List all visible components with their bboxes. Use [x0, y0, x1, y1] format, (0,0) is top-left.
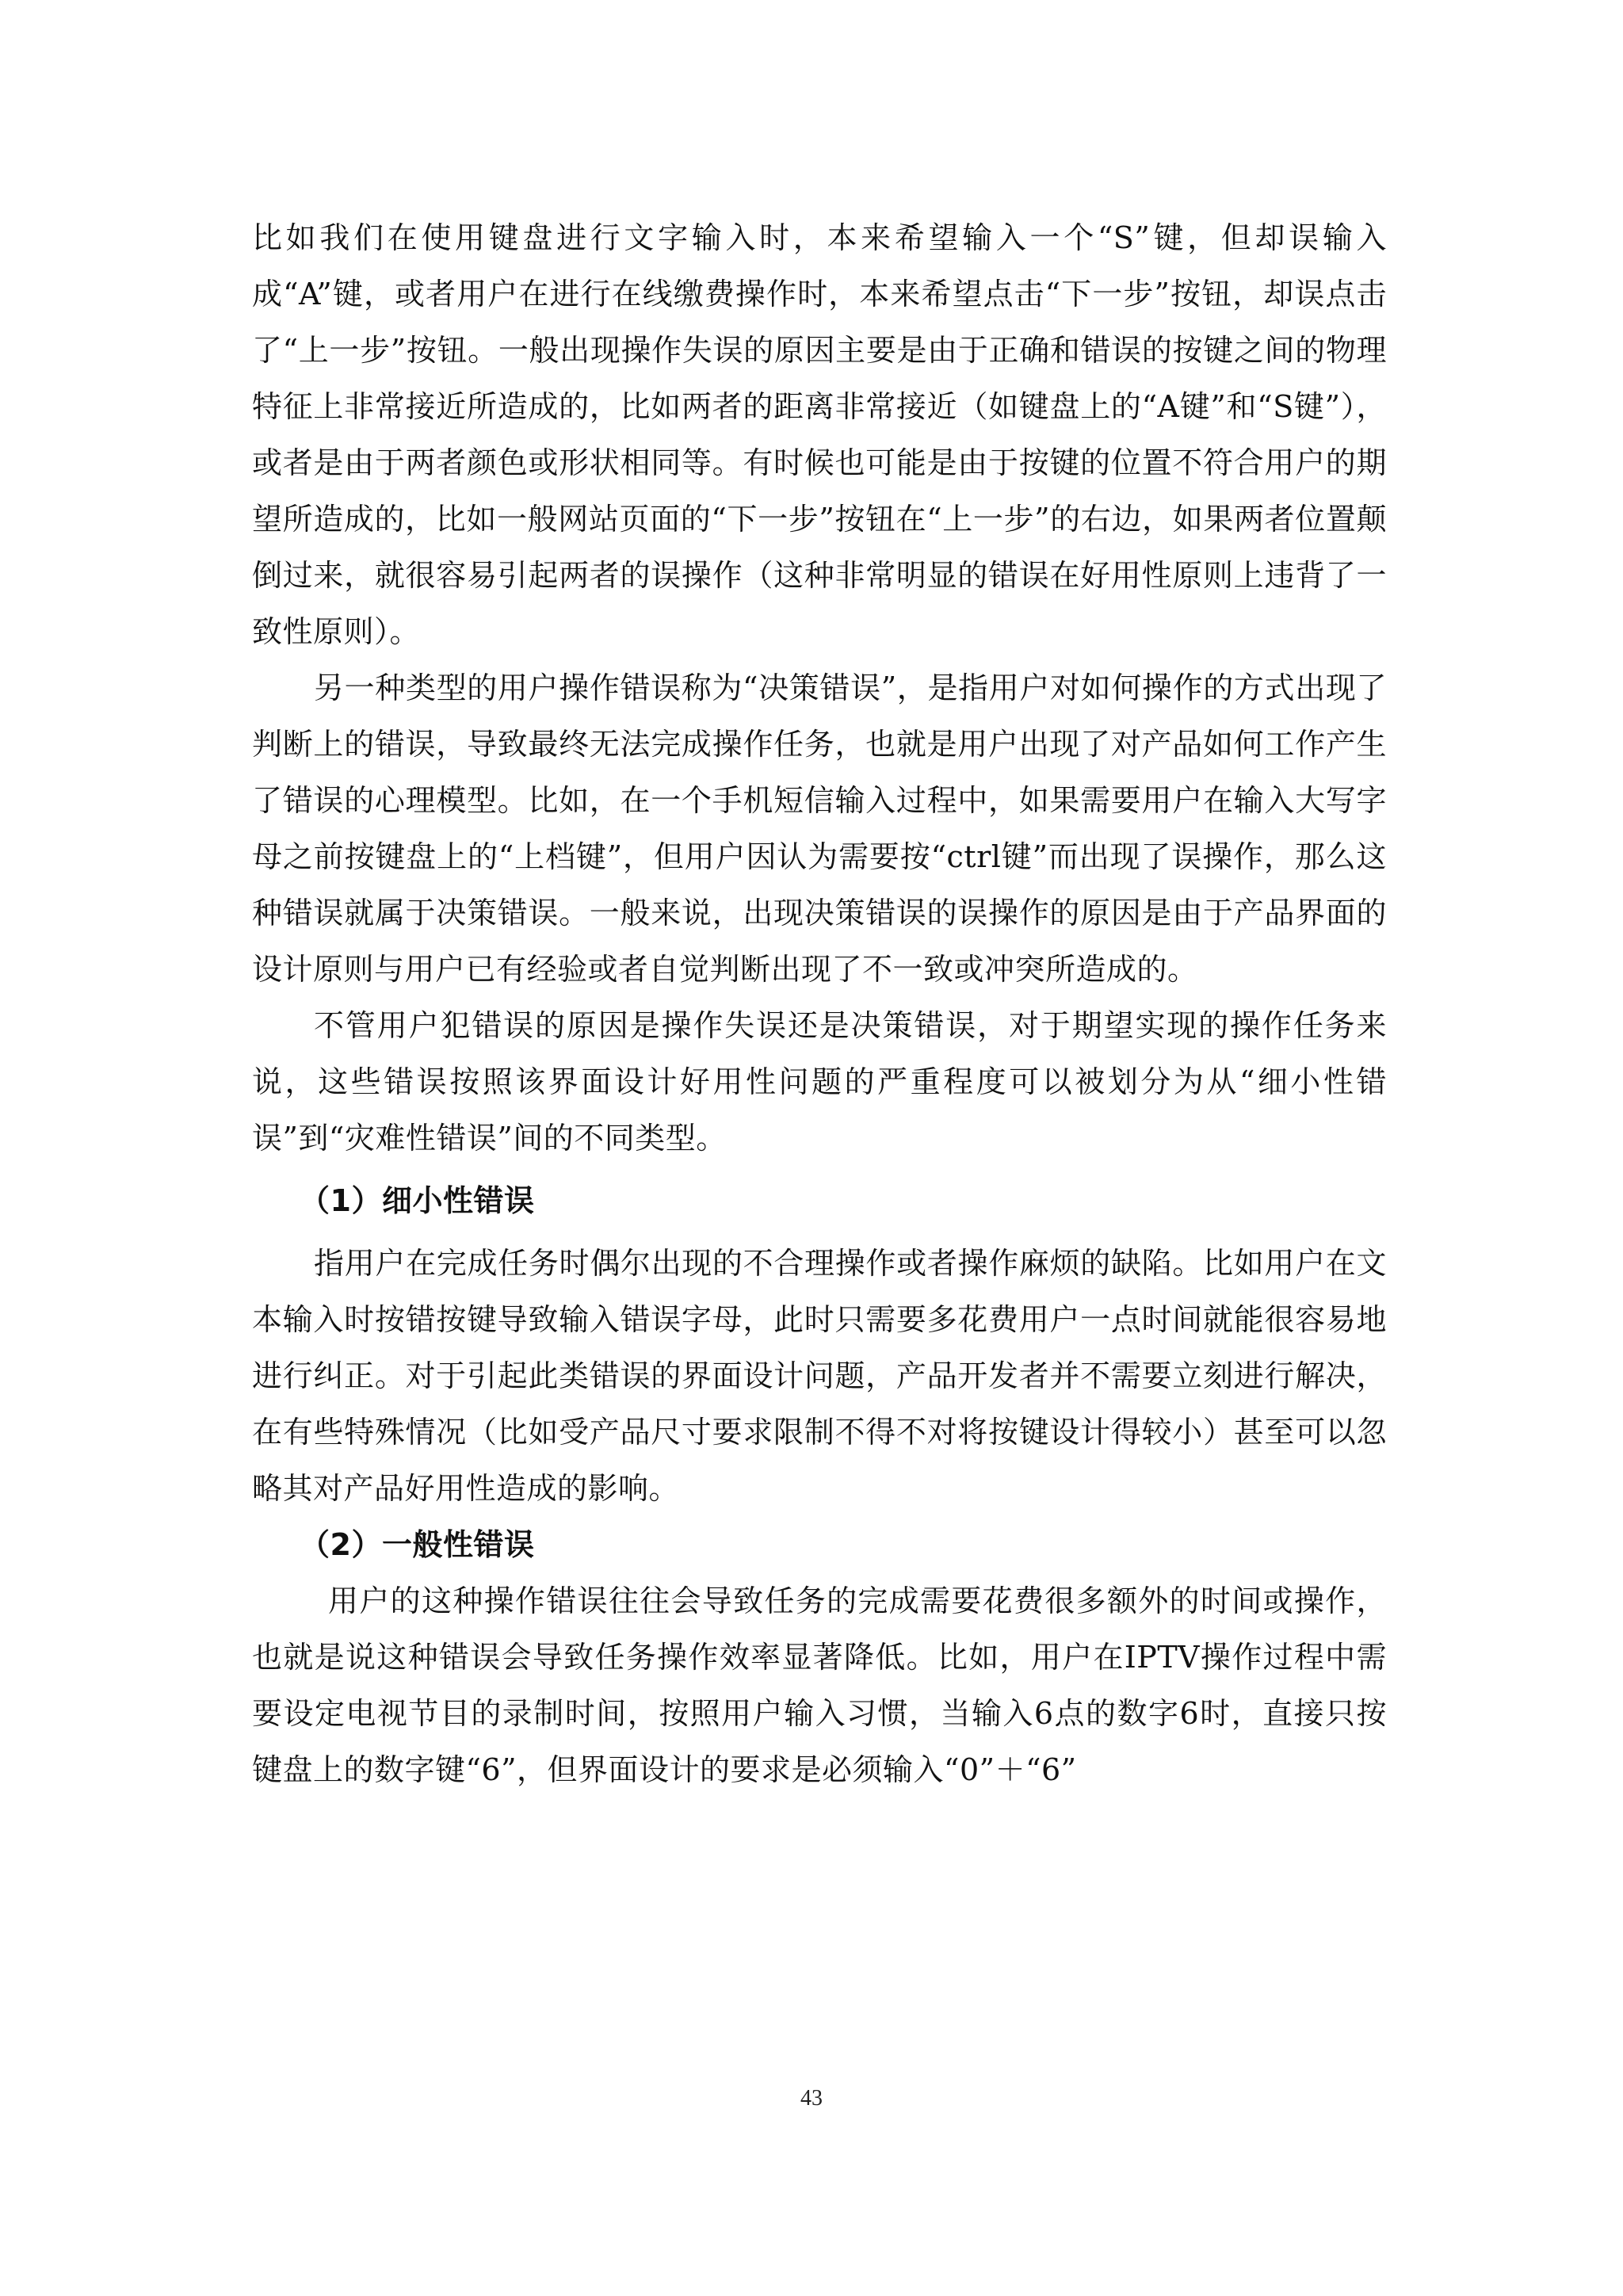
body-text	[252, 210, 1387, 1798]
section-heading-minor-errors: （1）细小性错误	[300, 1183, 535, 1218]
paragraph-4: 指用户在完成任务时偶尔出现的不合理操作或者操作麻烦的缺陷。比如用户在文本输入时按错按键导致输入错误字母，此时只需要多花费用户一点时间就能很容易地进行纠正。对于引起此类错误的界面设计问题，产品开发者并不需要立刻进行解决，在有些特殊情况（比如受产品尺寸要求限制不得不对将按键设计得较小）甚至可以忽略其对产品好用性造成的影响。	[252, 1246, 1387, 1506]
page-number: 43	[800, 2086, 823, 2111]
paragraph-3: 不管用户犯错误的原因是操作失误还是决策错误，对于期望实现的操作任务来说，这些错误按照该界面设计好用性问题的严重程度可以被划分为从“细小性错误”到“灾难性错误”间的不同类型。	[252, 1008, 1387, 1156]
paragraph-2: 另一种类型的用户操作错误称为“决策错误”，是指用户对如何操作的方式出现了判断上的错误，导致最终无法完成操作任务，也就是用户出现了对产品如何工作产生了错误的心理模型。比如，在一个手机短信输入过程中，如果需要用户在输入大写字母之前按键盘上的“上档键”，但用户因认为需要按“ctrl键”而出现了误操作，那么这种错误就属于决策错误。一般来说，出现决策错误的误操作的原因是由于产品界面的设计原则与用户已有经验或者自觉判断出现了不一致或冲突所造成的。	[252, 670, 1387, 987]
paragraph-5: 用户的这种操作错误往往会导致任务的完成需要花费很多额外的时间或操作，也就是说这种错误会导致任务操作效率显著降低。比如，用户在IPTV操作过程中需要设定电视节目的录制时间，按照用户输入习惯，当输入6点的数字6时，直接只按键盘上的数字键“6”，但界面设计的要求是必须输入“0”＋“6”	[252, 1584, 1387, 1787]
spacer	[252, 1229, 1387, 1236]
paragraph-1: 比如我们在使用键盘进行文字输入时，本来希望输入一个“S”键，但却误输入成“A”键，或者用户在进行在线缴费操作时，本来希望点击“下一步”按钮，却误点击了“上一步”按钮。一般出现操作失误的原因主要是由于正确和错误的按键之间的物理特征上非常接近所造成的，比如两者的距离非常接近（如键盘上的“A键”和“S键”），或者是由于两者颜色或形状相同等。有时候也可能是由于按键的位置不符合用户的期望所造成的，比如一般网站页面的“下一步”按钮在“上一步”的右边，如果两者位置颠倒过来，就很容易引起两者的误操作（这种非常明显的错误在好用性原则上违背了一致性原则）。	[252, 220, 1387, 649]
spacer	[252, 1167, 1387, 1173]
section-heading-general-errors: （2）一般性错误	[300, 1527, 535, 1562]
